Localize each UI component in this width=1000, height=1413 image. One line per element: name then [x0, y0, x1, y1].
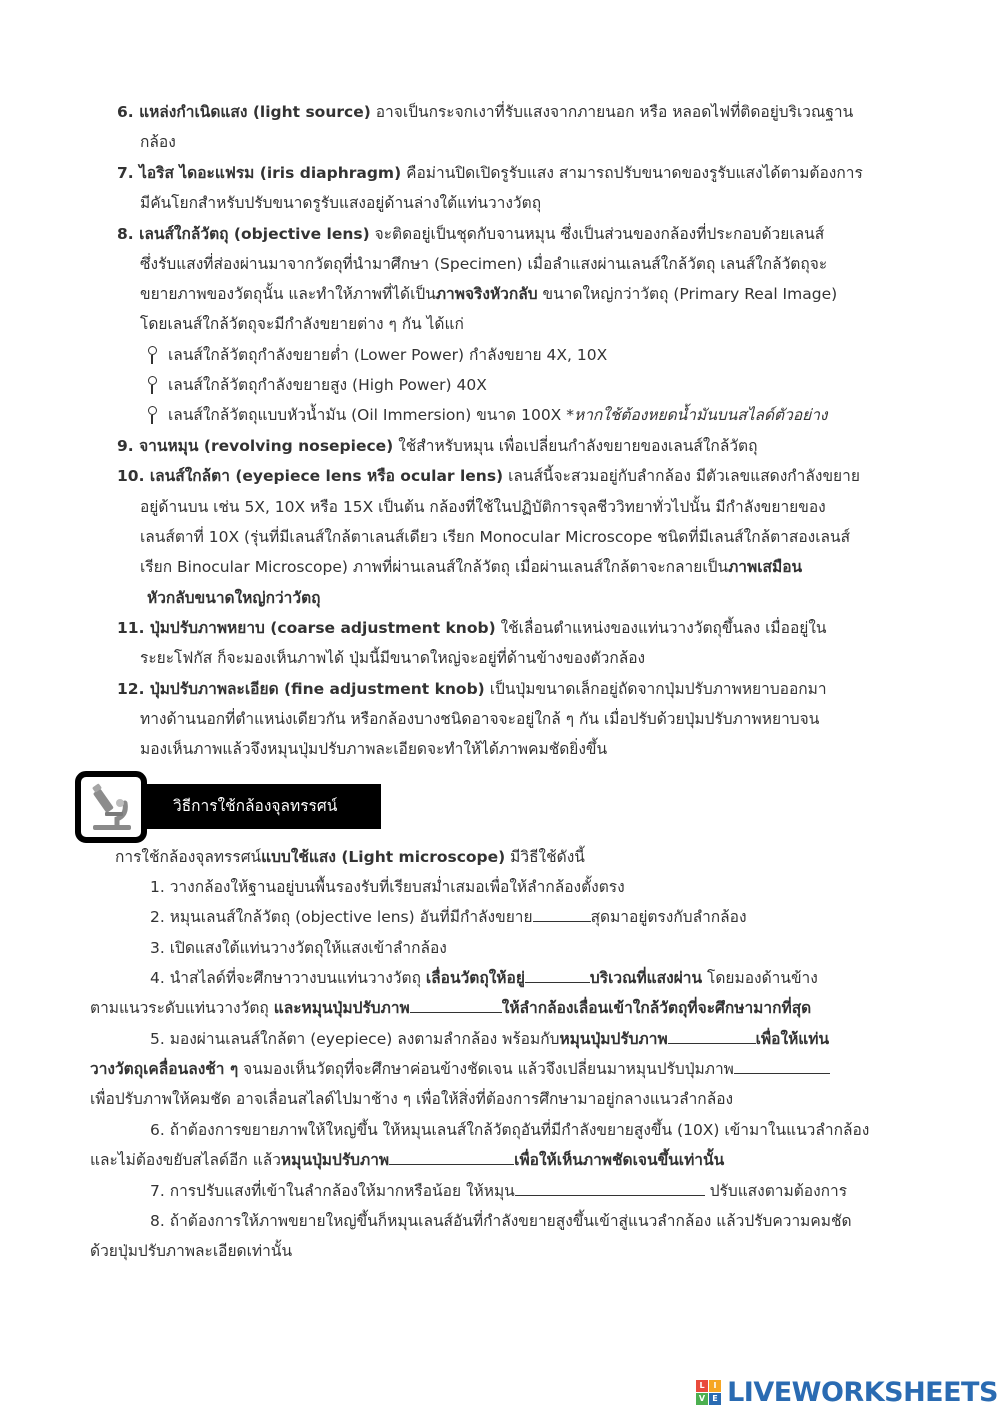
blank-field[interactable] — [525, 964, 590, 983]
item-number: 7. — [117, 164, 140, 182]
step-3 — [150, 933, 447, 963]
step-text: 3. เปิดแสงใต้แท่นวางวัตถุให้แสงเข้าลำกล้อง — [150, 939, 447, 957]
item-8-line-2 — [140, 249, 827, 279]
step-1 — [150, 872, 625, 902]
term-fine-knob: ปุ่มปรับภาพละเอียด (fine adjustment knob) — [149, 680, 485, 698]
term-light-source: แหล่งกำเนิดแสง (light source) — [139, 103, 371, 121]
blank-field[interactable] — [533, 903, 591, 922]
step-bold-text: หมุนปุ่มปรับภาพ — [559, 1030, 668, 1048]
item-8-line-3 — [140, 279, 837, 309]
item-text: ขนาดใหญ่กว่าวัตถุ (Primary Real Image) — [537, 285, 838, 303]
blank-field[interactable] — [515, 1177, 705, 1196]
step-text: สุดมาอยู่ตรงกับลำกล้อง — [590, 908, 747, 926]
badge-letter: V — [696, 1393, 708, 1405]
bullet-item-2 — [146, 370, 487, 400]
item-text: ขยายภาพของวัตถุนั้น และทำให้ภาพที่ได้เป็น — [140, 285, 436, 303]
item-text: จะติดอยู่เป็นชุดกับจานหมุน ซึ่งเป็นส่วนของกล้องที่ประกอบด้วยเลนส์ — [369, 225, 825, 243]
item-number: 10. — [117, 467, 150, 485]
item-number: 9. — [117, 437, 140, 455]
step-8-line-2 — [90, 1236, 292, 1266]
step-text: 8. ถ้าต้องการให้ภาพขยายใหญ่ขึ้นก็หมุนเลนส์อันที่กำลังขยายสูงขึ้นเข้าสู่แนวลำกล้อง แล้วปรับความคมชัด — [150, 1212, 852, 1230]
step-text: เพื่อปรับภาพให้คมชัด อาจเลื่อนสไลด์ไปมาช้าง ๆ เพื่อให้สิ่งที่ต้องการศึกษามาอยู่กลางแนวลำกล้อง — [90, 1090, 734, 1108]
section-header — [75, 771, 381, 845]
step-text: 5. มองผ่านเลนส์ใกล้ตา (eyepiece) ลงตามลำกล้อง พร้อมกับ — [150, 1030, 560, 1048]
step-text: จนมองเห็นวัตถุที่จะศึกษาค่อนข้างชัดเจน แล้วจึงเปลี่ยนมาหมุนปรับปุ่มภาพ — [238, 1060, 734, 1078]
item-10-line-2 — [140, 492, 826, 522]
step-5-line-2 — [90, 1054, 830, 1084]
blank-field[interactable] — [389, 1146, 514, 1165]
item-10-line-3 — [140, 522, 850, 552]
item-number: 11. — [117, 619, 150, 637]
blank-field[interactable] — [668, 1025, 756, 1044]
item-10-line-1 — [117, 461, 860, 491]
item-text: อยู่ด้านบน เช่น 5X, 10X หรือ 15X เป็นต้น กล้องที่ใช้ในปฏิบัติการจุลชีววิทยาทั่วไปนั้น มีกำลังขยายของ — [140, 498, 826, 516]
step-text: ตามแนวระดับแท่นวางวัตถุ — [90, 999, 274, 1017]
step-text: 7. การปรับแสงที่เข้าในลำกล้องให้มากหรือน้อย ให้หมุน — [150, 1182, 515, 1200]
step-bold-text: และหมุนปุ่มปรับภาพ — [273, 999, 410, 1017]
term-eyepiece-lens: เลนส์ใกล้ตา (eyepiece lens หรือ ocular lens) — [149, 467, 504, 485]
oil-note: *หากใช้ต้องหยดน้ำมันบนสไลด์ตัวอย่าง — [566, 406, 828, 424]
item-text: กล้อง — [140, 133, 176, 151]
step-text: 6. ถ้าต้องการขยายภาพให้ใหญ่ขึ้น ให้หมุนเลนส์ใกล้วัตถุอันที่มีกำลังขยายสูงขึ้น (10X) เข้ามาในแนวลำกล้อง — [150, 1121, 870, 1139]
item-number: 8. — [117, 225, 140, 243]
term-revolving-nosepiece: จานหมุน (revolving nosepiece) — [139, 437, 394, 455]
step-8-line-1 — [150, 1206, 852, 1236]
badge-letter: L — [696, 1380, 708, 1392]
item-8-line-1 — [117, 219, 824, 249]
item-text: เลนส์นี้จะสวมอยู่กับลำกล้อง มีตัวเลขแสดงกำลังขยาย — [503, 467, 860, 485]
step-bold-text: เลื่อนวัตถุให้อยู่ — [425, 969, 525, 987]
item-text: อาจเป็นกระจกเงาที่รับแสงจากภายนอก หรือ หลอดไฟที่ติดอยู่บริเวณฐาน — [370, 103, 854, 121]
term-real-inverted-image: ภาพจริงหัวกลับ — [435, 285, 538, 303]
step-text: โดยมองด้านข้าง — [702, 969, 818, 987]
item-text: เป็นปุ่มขนาดเล็กอยู่ถัดจากปุ่มปรับภาพหยาบออกมา — [484, 680, 827, 698]
item-7-line-2 — [140, 188, 541, 218]
pin-bullet-icon — [146, 405, 158, 423]
item-number: 6. — [117, 103, 140, 121]
step-bold-text: เพื่อให้เห็นภาพชัดเจนขึ้นเท่านั้น — [514, 1151, 725, 1169]
step-bold-text: วางวัตถุเคลื่อนลงช้า ๆ — [90, 1060, 239, 1078]
term-coarse-knob: ปุ่มปรับภาพหยาบ (coarse adjustment knob) — [149, 619, 496, 637]
item-10-line-4 — [140, 552, 802, 582]
term-virtual-image: ภาพเสมือน — [728, 558, 803, 576]
liveworksheets-logo[interactable] — [696, 1377, 998, 1411]
step-6-line-1 — [150, 1115, 869, 1145]
term-objective-lens: เลนส์ใกล้วัตถุ (objective lens) — [139, 225, 370, 243]
item-number: 12. — [117, 680, 150, 698]
step-text: 2. หมุนเลนส์ใกล้วัตถุ (objective lens) อันที่มีกำลังขยาย — [150, 908, 533, 926]
step-bold-text: หมุนปุ่มปรับภาพ — [280, 1151, 390, 1169]
step-4-line-2 — [90, 993, 811, 1023]
step-text: ด้วยปุ่มปรับภาพละเอียดเท่านั้น — [90, 1242, 293, 1260]
step-7 — [150, 1176, 847, 1206]
intro-text: การใช้กล้องจุลทรรศน์ — [115, 848, 262, 866]
item-text: โดยเลนส์ใกล้วัตถุจะมีกำลังขยายต่าง ๆ กัน ได้แก่ — [140, 315, 464, 333]
badge-letter: I — [709, 1380, 721, 1392]
item-text: คือม่านปิดเปิดรูรับแสง สามารถปรับขนาดของรูรับแสงได้ตามต้องการ — [401, 164, 863, 182]
bullet-text: เลนส์ใกล้วัตถุแบบหัวน้ำมัน (Oil Immersion) ขนาด 100X — [168, 406, 567, 424]
term-inverted-larger: หัวกลับขนาดใหญ่กว่าวัตถุ — [147, 589, 321, 607]
term-iris-diaphragm: ไอริส ไดอะแฟรม (iris diaphragm) — [139, 164, 402, 182]
item-11-line-2 — [140, 643, 645, 673]
item-text: ทางด้านนอกที่ตำแหน่งเดียวกัน หรือกล้องบางชนิดอาจจะอยู่ใกล้ ๆ กัน เมื่อปรับด้วยปุ่มปรับภาพหยาบจน — [140, 710, 820, 728]
item-12-line-2 — [140, 704, 819, 734]
item-text: มีคันโยกสำหรับปรับขนาดรูรับแสงอยู่ด้านล่างใต้แท่นวางวัตถุ — [140, 194, 542, 212]
bullet-item-3 — [146, 400, 828, 430]
item-text: ใช้สำหรับหมุน เพื่อเปลี่ยนกำลังขยายของเลนส์ใกล้วัตถุ — [393, 437, 758, 455]
item-6-line-2 — [140, 127, 176, 157]
item-7-line-1 — [117, 158, 863, 188]
item-10-line-5 — [147, 583, 321, 613]
item-11-line-1 — [117, 613, 827, 643]
step-5-line-3 — [90, 1084, 733, 1114]
item-6-line-1 — [117, 97, 853, 127]
intro-text: มีวิธีใช้ดังนี้ — [505, 848, 585, 866]
bullet-text: เลนส์ใกล้วัตถุกำลังขยายต่ำ (Lower Power) กำลังขยาย 4X, 10X — [168, 346, 608, 364]
pin-bullet-icon — [146, 345, 158, 363]
item-8-line-4 — [140, 309, 464, 339]
item-9-line-1 — [117, 431, 757, 461]
item-12-line-1 — [117, 674, 827, 704]
section-title: วิธีการใช้กล้องจุลทรรศน์ — [173, 797, 338, 815]
liveworksheets-badge-icon — [696, 1380, 722, 1406]
item-text: ใช้เลื่อนตำแหน่งของแท่นวางวัตถุขึ้นลง เมื่ออยู่ใน — [495, 619, 827, 637]
bullet-text: เลนส์ใกล้วัตถุกำลังขยายสูง (High Power) 40X — [168, 376, 487, 394]
procedure-intro — [115, 842, 585, 872]
liveworksheets-brand: LIVEWORKSHEETS — [727, 1377, 998, 1408]
step-text: 4. นำสไลด์ที่จะศึกษาวางบนแท่นวางวัตถุ — [150, 969, 426, 987]
item-12-line-3 — [140, 734, 607, 764]
badge-letter: E — [709, 1393, 721, 1405]
step-text: และไม่ต้องขยับสไลด์อีก แล้ว — [90, 1151, 281, 1169]
pin-bullet-icon — [146, 375, 158, 393]
step-4-line-1 — [150, 963, 818, 993]
step-text: ปรับแสงตามต้องการ — [704, 1182, 848, 1200]
item-text: ซึ่งรับแสงที่ส่องผ่านมาจากวัตถุที่นำมาศึกษา (Specimen) เมื่อลำแสงผ่านเลนส์ใกล้วัตถุ เลนส์ใกล้วัตถุจะ — [140, 255, 828, 273]
step-2 — [150, 902, 747, 932]
item-text: ระยะโฟกัส ก็จะมองเห็นภาพได้ ปุ่มนี้มีขนาดใหญ่จะอยู่ที่ด้านข้างของตัวกล้อง — [140, 649, 646, 667]
step-text: 1. วางกล้องให้ฐานอยู่บนพื้นรองรับที่เรียบสม่ำเสมอเพื่อให้ลำกล้องตั้งตรง — [150, 878, 625, 896]
microscope-icon — [75, 771, 147, 843]
item-text: เรียก Binocular Microscope) ภาพที่ผ่านเลนส์ใกล้วัตถุ เมื่อผ่านเลนส์ใกล้ตาจะกลายเป็น — [140, 558, 729, 576]
term-light-microscope: แบบใช้แสง (Light microscope) — [261, 848, 506, 866]
blank-field[interactable] — [734, 1055, 830, 1074]
step-bold-text: เพื่อให้แท่น — [755, 1030, 830, 1048]
item-text: เลนส์ตาที่ 10X (รุ่นที่มีเลนส์ใกล้ตาเลนส์เดียว เรียก Monocular Microscope ชนิดที่มีเลนส์ใกล้ตาสองเลนส์ — [140, 528, 851, 546]
blank-field[interactable] — [410, 994, 502, 1013]
item-text: มองเห็นภาพแล้วจึงหมุนปุ่มปรับภาพละเอียดจะทำให้ได้ภาพคมชัดยิ่งขึ้น — [140, 740, 608, 758]
step-5-line-1 — [150, 1024, 829, 1054]
step-bold-text: ให้ลำกล้องเลื่อนเข้าใกล้วัตถุที่จะศึกษามากที่สุด — [501, 999, 812, 1017]
step-bold-text: บริเวณที่แสงผ่าน — [589, 969, 703, 987]
bullet-item-1 — [146, 340, 607, 370]
step-6-line-2 — [90, 1145, 724, 1175]
